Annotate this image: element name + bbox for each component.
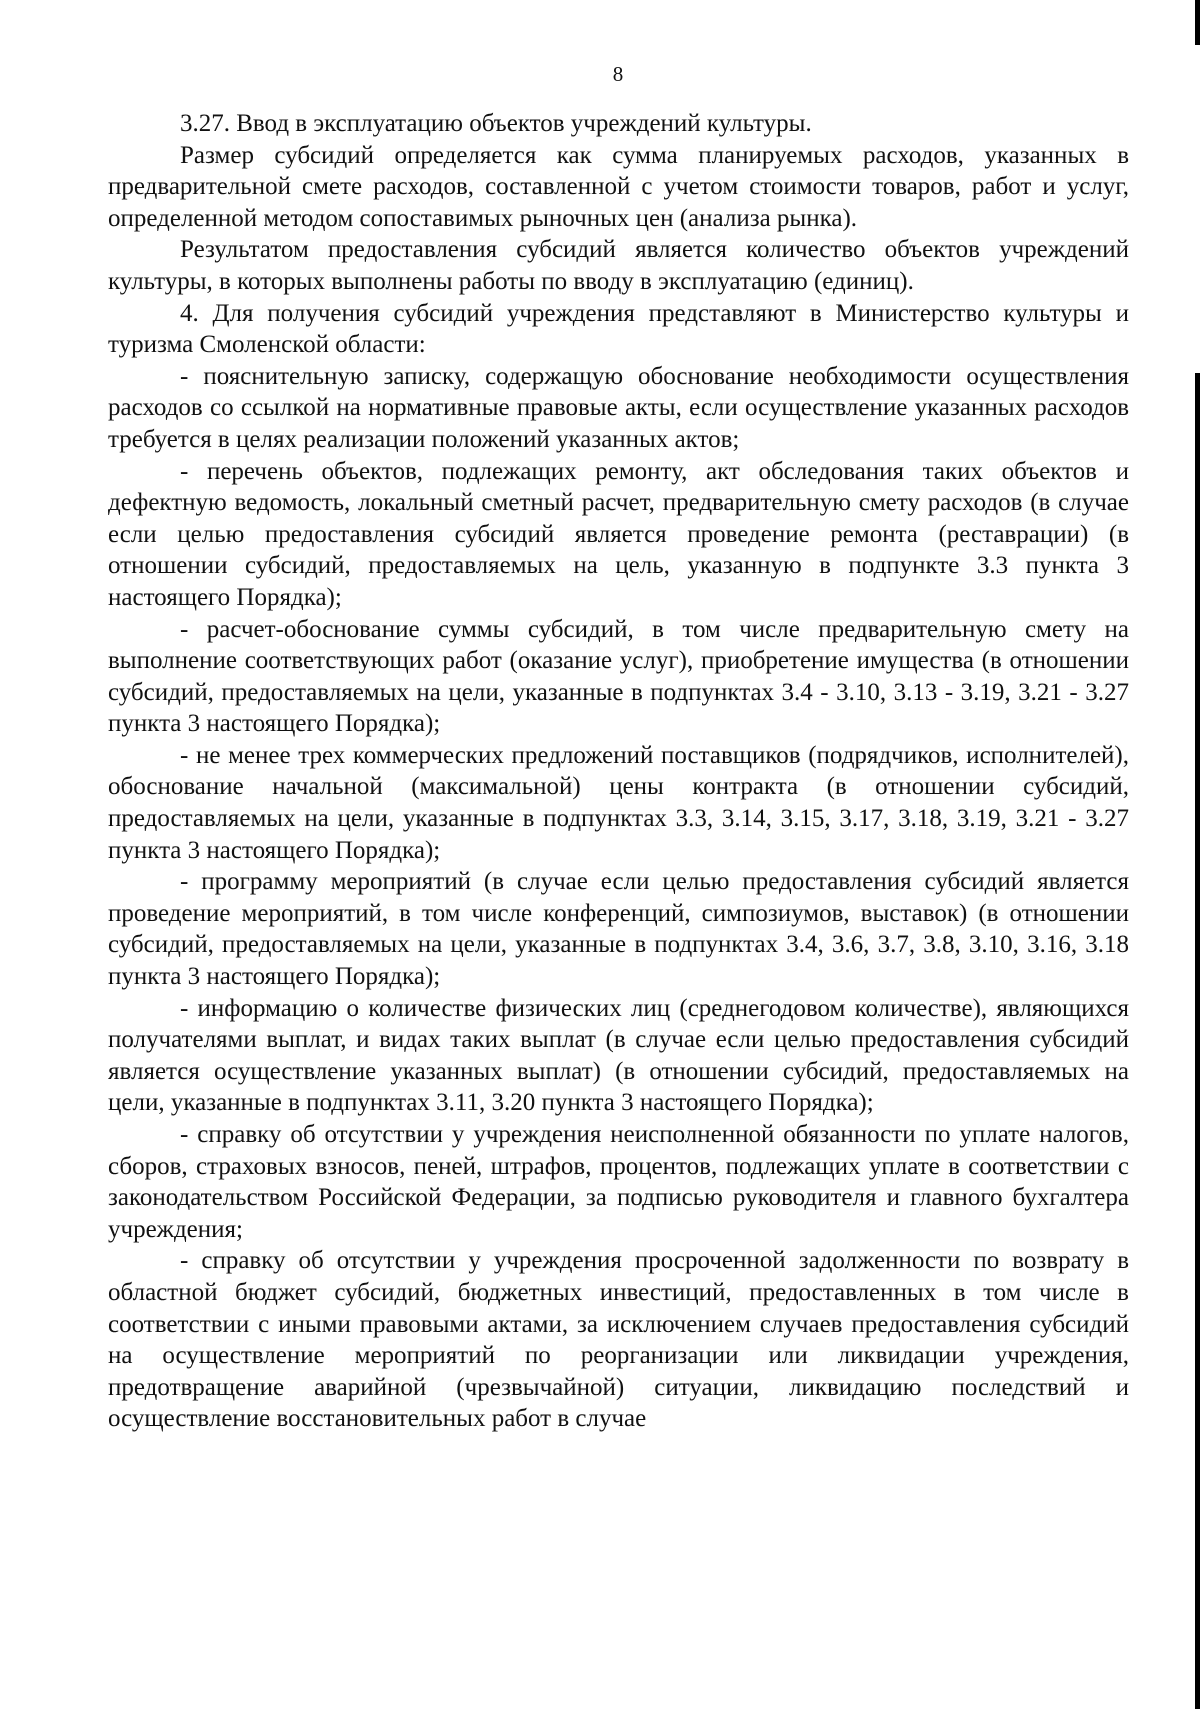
paragraph-subsidy-size: Размер субсидий определяется как сумма планируемых расходов, указанных в предварительной смете расходов, составленной с учетом стоимости товаров, работ и услуг, определенной методом сопоставимых рыночных цен (анализа рынка). <box>108 141 1129 232</box>
list-item-event-program: - программу мероприятий (в случае если целью предоставления субсидий является проведение мероприятий, в том числе конференций, симпозиумов, выставок) (в отношении субсидий, предоставляемых на цели, указанные в подпунктах 3.4, 3.6, 3.7, 3.8, 3.10, 3.16, 3.18 пункта 3 настоящего Порядка); <box>108 868 1129 991</box>
document-body <box>108 108 1129 1435</box>
paragraph-section-4: 4. Для получения субсидий учреждения представляют в Министерство культуры и туризма Смоленской области: <box>108 299 1129 359</box>
scan-edge-top <box>1195 0 1200 45</box>
scan-edge-bottom <box>1195 373 1200 1709</box>
page-number: 8 <box>612 62 624 86</box>
list-item-debt-certificate: - справку об отсутствии у учреждения просроченной задолженности по возврату в областной бюджет субсидий, бюджетных инвестиций, предоставленных в том числе в соответствии с иными правовыми актами, за исключением случаев предоставления субсидий на осуществление мероприятий по реорганизации или ликвидации учреждения, предотвращение аварийной (чрезвычайной) ситуации, ликвидацию последствий и осуществление восстановительных работ в случае <box>108 1247 1129 1433</box>
paragraph-3-27-title: 3.27. Ввод в эксплуатацию объектов учреждений культуры. <box>180 110 812 137</box>
paragraph-subsidy-result: Результатом предоставления субсидий является количество объектов учреждений культуры, в которых выполнены работы по вводу в эксплуатацию (единиц). <box>108 236 1129 295</box>
list-item-cost-calculation: - расчет-обоснование суммы субсидий, в том числе предварительную смету на выполнение соответствующих работ (оказание услуг), приобретение имущества (в отношении субсидий, предоставляемых на цели, указанные в подпунктах 3.4 - 3.10, 3.13 - 3.19, 3.21 - 3.27 пункта 3 настоящего Порядка); <box>108 615 1129 738</box>
list-item-payment-recipients: - информацию о количестве физических лиц (среднегодовом количестве), являющихся получателями выплат, и видах таких выплат (в случае если целью предоставления субсидий является осуществление указанных выплат) (в отношении субсидий, предоставляемых на цели, указанные в подпунктах 3.11, 3.20 пункта 3 настоящего Порядка); <box>108 994 1129 1117</box>
list-item-tax-certificate: - справку об отсутствии у учреждения неисполненной обязанности по уплате налогов, сборов, страховых взносов, пеней, штрафов, процентов, подлежащих уплате в соответствии с законодательством Российской Федерации, за подписью руководителя и главного бухгалтера учреждения; <box>108 1121 1129 1243</box>
list-item-commercial-offers: - не менее трех коммерческих предложений поставщиков (подрядчиков, исполнителей), обоснование начальной (максимальной) цены контракта (в отношении субсидий, предоставляемых на цели, указанные в подпунктах 3.3, 3.14, 3.15, 3.17, 3.18, 3.19, 3.21 - 3.27 пункта 3 настоящего Порядка); <box>108 741 1129 864</box>
list-item-repair-objects: - перечень объектов, подлежащих ремонту, акт обследования таких объектов и дефектную ведомость, локальный сметный расчет, предварительную смету расходов (в случае если целью предоставления субсидий является проведение ремонта (реставрации) (в отношении субсидий, предоставляемых на цель, указанную в подпункте 3.3 пункта 3 настоящего Порядка); <box>108 457 1129 611</box>
list-item-explanatory-note: - пояснительную записку, содержащую обоснование необходимости осуществления расходов со ссылкой на нормативные правовые акты, если осуществление указанных расходов требуется в целях реализации положений указанных актов; <box>108 362 1129 453</box>
